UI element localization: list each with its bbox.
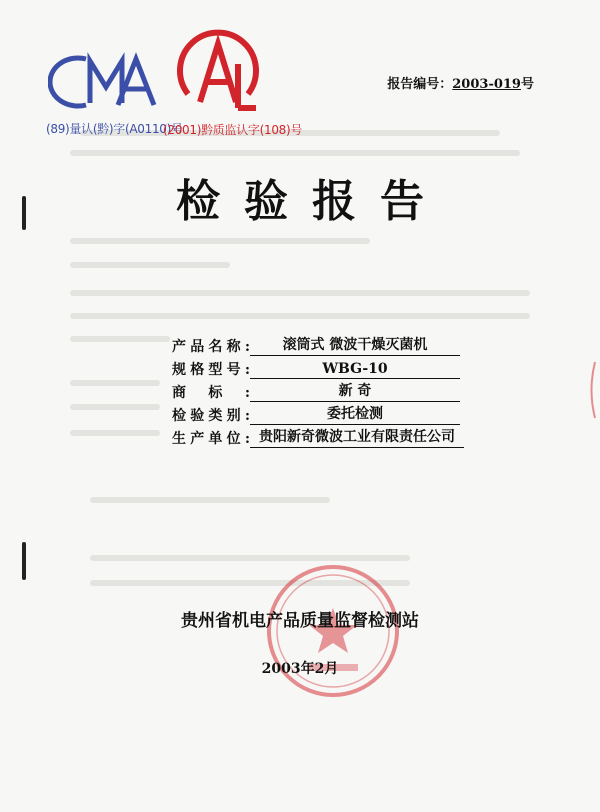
field-label: 检验类别: xyxy=(172,408,250,424)
product-info-fields xyxy=(172,333,464,448)
field-trademark xyxy=(172,379,464,402)
cma-caption: (89)量认(黔)字(A0110)号 xyxy=(46,122,183,136)
cal-caption: (2001)黔质监认字(108)号 xyxy=(163,123,303,137)
field-value: WBG-10 xyxy=(250,361,460,379)
cma-seal-icon xyxy=(48,45,160,117)
field-label: 产品名称: xyxy=(172,339,250,355)
field-product-name xyxy=(172,333,464,356)
report-number-value: 2003-019 xyxy=(452,77,521,92)
field-value: 新 奇 xyxy=(250,380,460,402)
field-value: 委托检测 xyxy=(250,403,460,425)
official-seal-icon xyxy=(258,556,408,706)
field-value: 滚筒式 微波干燥灭菌机 xyxy=(250,334,460,356)
field-label: 规格型号: xyxy=(172,362,250,378)
report-number-label: 报告编号： xyxy=(387,77,453,92)
field-model xyxy=(172,356,464,379)
field-label: 商标: xyxy=(172,385,250,401)
issuing-organization: 贵州省机电产品质量监督检测站 xyxy=(181,611,419,631)
field-inspection-type xyxy=(172,402,464,425)
edge-seal-fragment-icon xyxy=(586,360,596,420)
report-number-suffix: 号 xyxy=(520,77,534,92)
report-date: 2003年2月 xyxy=(261,661,339,677)
field-value: 贵阳新奇微波工业有限责任公司 xyxy=(250,426,464,448)
binding-staple-bottom xyxy=(22,542,26,580)
cal-seal-icon xyxy=(168,24,268,120)
report-title: 检验报告 xyxy=(176,176,448,227)
report-number xyxy=(387,73,534,92)
field-label: 生产单位: xyxy=(172,431,250,447)
field-manufacturer xyxy=(172,425,464,448)
